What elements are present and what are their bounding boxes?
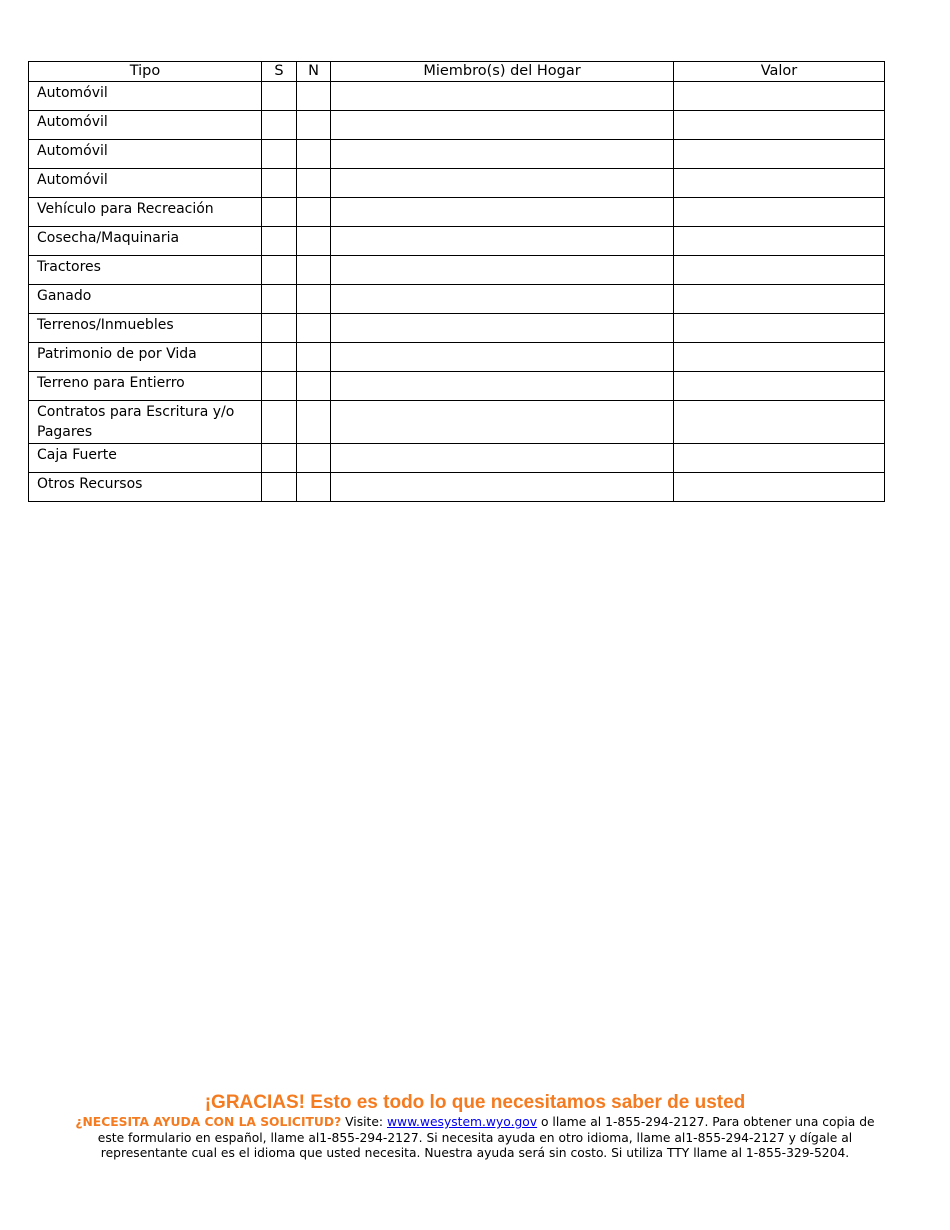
tipo-cell: Tractores [29,256,262,285]
table-row [29,473,885,502]
tipo-cell: Cosecha/Maquinaria [29,227,262,256]
tipo-cell: Automóvil [29,111,262,140]
tipo-cell: Caja Fuerte [29,444,262,473]
n-cell[interactable] [297,285,331,314]
n-cell[interactable] [297,82,331,111]
n-cell[interactable] [297,473,331,502]
miembros-cell[interactable] [331,343,674,372]
miembros-cell[interactable] [331,111,674,140]
table-row [29,285,885,314]
table-row [29,111,885,140]
tipo-cell: Terreno para Entierro [29,372,262,401]
table-row [29,343,885,372]
table-body [29,82,885,502]
table-row [29,444,885,473]
miembros-cell[interactable] [331,198,674,227]
s-cell[interactable] [262,372,297,401]
n-cell[interactable] [297,444,331,473]
header-miembros: Miembro(s) del Hogar [331,62,674,82]
footer [0,1092,950,1162]
valor-cell[interactable] [674,169,885,198]
header-s: S [262,62,297,82]
table-row [29,227,885,256]
valor-cell[interactable] [674,285,885,314]
s-cell[interactable] [262,314,297,343]
tipo-cell: Patrimonio de por Vida [29,343,262,372]
table-row [29,169,885,198]
help-question: ¿NECESITA AYUDA CON LA SOLICITUD? [75,1115,342,1129]
tipo-cell: Terrenos/Inmuebles [29,314,262,343]
valor-cell[interactable] [674,111,885,140]
s-cell[interactable] [262,444,297,473]
tipo-cell: Automóvil [29,140,262,169]
valor-cell[interactable] [674,473,885,502]
table-row [29,140,885,169]
s-cell[interactable] [262,111,297,140]
help-details: o llame al 1-855-294-2127. Para obtener una copia de este formulario en español, llame al1-855-294-2127. Si necesita ayuda en otro idioma, llame al1-855-294-2127 y dígale al representante cual es el idioma que usted necesita. Nuestra ayuda será sin costo. Si utiliza TTY llame al 1-855-329-5204. [97,1115,875,1160]
miembros-cell[interactable] [331,401,674,444]
s-cell[interactable] [262,285,297,314]
thanks-heading: ¡GRACIAS! Esto es todo lo que necesitamos saber de usted [204,1092,746,1113]
table-row [29,198,885,227]
s-cell[interactable] [262,169,297,198]
header-tipo: Tipo [29,62,262,82]
s-cell[interactable] [262,401,297,444]
miembros-cell[interactable] [331,82,674,111]
n-cell[interactable] [297,227,331,256]
miembros-cell[interactable] [331,372,674,401]
s-cell[interactable] [262,140,297,169]
n-cell[interactable] [297,401,331,444]
valor-cell[interactable] [674,372,885,401]
s-cell[interactable] [262,343,297,372]
s-cell[interactable] [262,198,297,227]
valor-cell[interactable] [674,343,885,372]
n-cell[interactable] [297,372,331,401]
miembros-cell[interactable] [331,444,674,473]
valor-cell[interactable] [674,314,885,343]
s-cell[interactable] [262,256,297,285]
table-row [29,256,885,285]
table-header-row [29,62,885,82]
tipo-cell: Ganado [29,285,262,314]
valor-cell[interactable] [674,140,885,169]
valor-cell[interactable] [674,256,885,285]
table-row [29,314,885,343]
tipo-cell: Automóvil [29,82,262,111]
table-row [29,401,885,444]
n-cell[interactable] [297,314,331,343]
miembros-cell[interactable] [331,314,674,343]
valor-cell[interactable] [674,401,885,444]
valor-cell[interactable] [674,227,885,256]
valor-cell[interactable] [674,198,885,227]
n-cell[interactable] [297,198,331,227]
n-cell[interactable] [297,140,331,169]
valor-cell[interactable] [674,444,885,473]
s-cell[interactable] [262,82,297,111]
tipo-cell: Vehículo para Recreación [29,198,262,227]
tipo-cell: Otros Recursos [29,473,262,502]
website-link[interactable]: www.wesystem.wyo.gov [386,1115,538,1129]
miembros-cell[interactable] [331,227,674,256]
valor-cell[interactable] [674,82,885,111]
header-n: N [297,62,331,82]
miembros-cell[interactable] [331,169,674,198]
miembros-cell[interactable] [331,140,674,169]
help-text [0,1115,950,1162]
miembros-cell[interactable] [331,256,674,285]
miembros-cell[interactable] [331,473,674,502]
table-row [29,372,885,401]
n-cell[interactable] [297,169,331,198]
s-cell[interactable] [262,473,297,502]
s-cell[interactable] [262,227,297,256]
miembros-cell[interactable] [331,285,674,314]
n-cell[interactable] [297,256,331,285]
tipo-cell: Automóvil [29,169,262,198]
n-cell[interactable] [297,111,331,140]
header-valor: Valor [674,62,885,82]
assets-table [28,61,885,502]
table-row [29,82,885,111]
visit-prefix: Visite: [341,1115,387,1129]
tipo-cell: Contratos para Escritura y/o Pagares [29,401,262,444]
n-cell[interactable] [297,343,331,372]
